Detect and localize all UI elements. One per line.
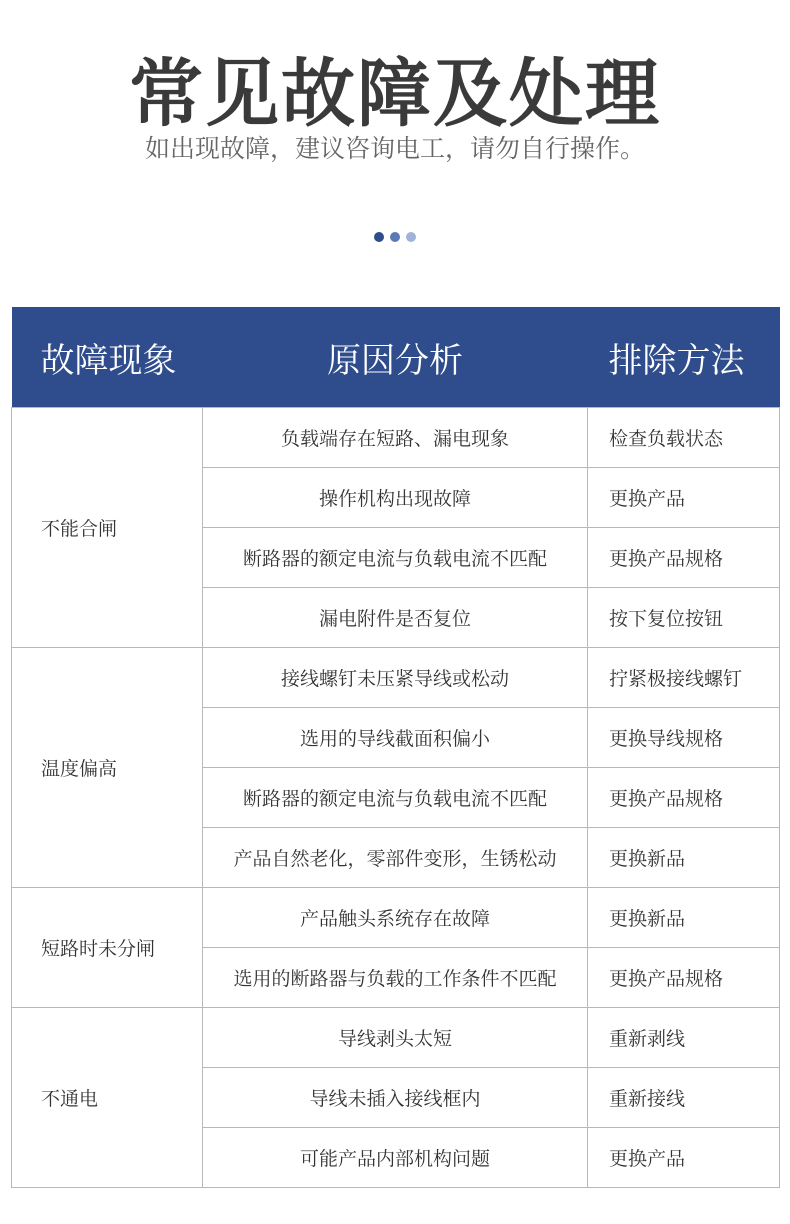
cause-cell: 产品自然老化，零部件变形，生锈松动 [203, 828, 588, 888]
fix-cell: 更换产品规格 [588, 528, 780, 588]
cause-cell: 导线未插入接线框内 [203, 1068, 588, 1128]
cause-cell: 导线剥头太短 [203, 1008, 588, 1068]
cause-cell: 漏电附件是否复位 [203, 588, 588, 648]
cause-cell: 接线螺钉未压紧导线或松动 [203, 648, 588, 708]
cause-cell: 可能产品内部机构问题 [203, 1128, 588, 1188]
decorative-dots [0, 232, 790, 242]
page-title: 常见故障及处理 [129, 51, 661, 137]
cause-cell: 选用的断路器与负载的工作条件不匹配 [203, 948, 588, 1008]
table-row [12, 888, 780, 948]
fault-table [11, 307, 780, 1188]
fix-cell: 按下复位按钮 [588, 588, 780, 648]
symptom-cell: 温度偏高 [12, 648, 203, 888]
table-row [12, 408, 780, 468]
fault-table-container [11, 307, 779, 1188]
symptom-cell: 短路时未分闸 [12, 888, 203, 1008]
symptom-cell: 不能合闸 [12, 408, 203, 648]
table-row [12, 648, 780, 708]
table-header-row [12, 307, 780, 408]
cause-cell: 选用的导线截面积偏小 [203, 708, 588, 768]
cause-cell: 操作机构出现故障 [203, 468, 588, 528]
fix-cell: 更换新品 [588, 888, 780, 948]
header-fix: 排除方法 [588, 307, 780, 408]
page-subtitle: 如出现故障，建议咨询电工，请勿自行操作。 [144, 134, 645, 163]
cause-cell: 负载端存在短路、漏电现象 [203, 408, 588, 468]
fix-cell: 重新剥线 [588, 1008, 780, 1068]
dot-3 [406, 232, 416, 242]
cause-cell: 断路器的额定电流与负载电流不匹配 [203, 528, 588, 588]
table-row [12, 1008, 780, 1068]
fix-cell: 更换产品 [588, 1128, 780, 1188]
fix-cell: 检查负载状态 [588, 408, 780, 468]
fix-cell: 更换产品规格 [588, 768, 780, 828]
fix-cell: 重新接线 [588, 1068, 780, 1128]
cause-cell: 断路器的额定电流与负载电流不匹配 [203, 768, 588, 828]
fix-cell: 更换产品 [588, 468, 780, 528]
fix-cell: 更换新品 [588, 828, 780, 888]
dot-2 [390, 232, 400, 242]
cause-cell: 产品触头系统存在故障 [203, 888, 588, 948]
fix-cell: 更换产品规格 [588, 948, 780, 1008]
symptom-cell: 不通电 [12, 1008, 203, 1188]
table-body [12, 408, 780, 1188]
header-symptom: 故障现象 [12, 307, 203, 408]
header-cause: 原因分析 [203, 307, 588, 408]
dot-1 [374, 232, 384, 242]
fix-cell: 拧紧极接线螺钉 [588, 648, 780, 708]
fix-cell: 更换导线规格 [588, 708, 780, 768]
